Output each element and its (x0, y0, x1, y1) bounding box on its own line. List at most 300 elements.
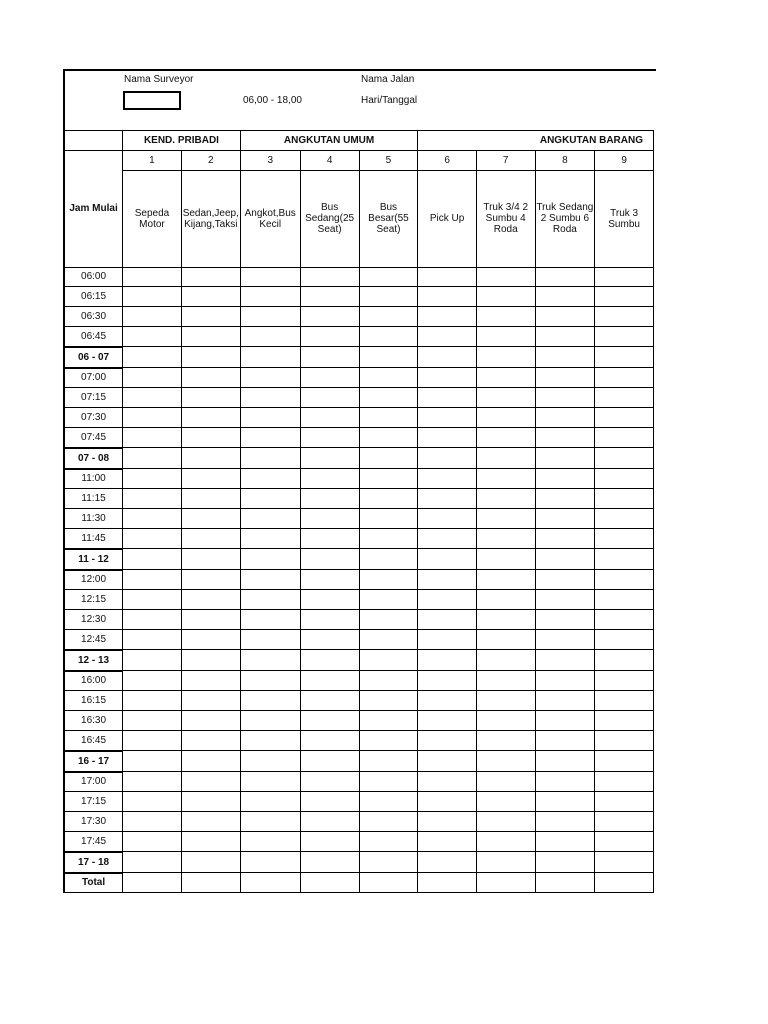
count-cell[interactable] (123, 751, 182, 772)
count-cell[interactable] (595, 772, 654, 792)
count-cell[interactable] (476, 852, 535, 873)
count-cell[interactable] (418, 326, 477, 346)
count-cell[interactable] (535, 812, 595, 832)
count-cell[interactable] (418, 671, 477, 691)
count-cell[interactable] (123, 629, 182, 649)
count-cell[interactable] (300, 629, 359, 649)
count-cell[interactable] (535, 388, 595, 408)
column-desc-4: Bus Sedang(25 Seat) (300, 170, 359, 267)
count-cell[interactable] (123, 873, 182, 893)
count-cell[interactable] (123, 852, 182, 873)
count-cell[interactable] (240, 469, 300, 489)
count-cell[interactable] (418, 873, 477, 893)
count-cell[interactable] (240, 751, 300, 772)
count-cell[interactable] (595, 408, 654, 428)
count-cell[interactable] (123, 388, 182, 408)
count-cell[interactable] (123, 427, 182, 447)
count-cell[interactable] (418, 489, 477, 509)
count-cell[interactable] (418, 469, 477, 489)
count-cell[interactable] (181, 408, 240, 428)
count-cell[interactable] (300, 691, 359, 711)
count-cell[interactable] (300, 873, 359, 893)
count-cell[interactable] (240, 408, 300, 428)
count-cell[interactable] (181, 852, 240, 873)
count-cell[interactable] (181, 873, 240, 893)
count-cell[interactable] (300, 711, 359, 731)
time-label-cell: 11:00 (64, 469, 123, 489)
table-row (64, 730, 654, 750)
count-cell[interactable] (240, 852, 300, 873)
count-cell[interactable] (535, 873, 595, 893)
count-cell[interactable] (595, 347, 654, 368)
count-cell[interactable] (535, 772, 595, 792)
group-angkutan-barang: ANGKUTAN BARANG (418, 131, 654, 151)
count-cell[interactable] (476, 408, 535, 428)
count-cell[interactable] (123, 448, 182, 469)
count-cell[interactable] (181, 772, 240, 792)
count-cell[interactable] (418, 549, 477, 570)
count-cell[interactable] (535, 650, 595, 671)
count-cell[interactable] (476, 751, 535, 772)
count-cell[interactable] (240, 368, 300, 388)
count-cell[interactable] (535, 408, 595, 428)
count-cell[interactable] (240, 509, 300, 529)
count-cell[interactable] (476, 629, 535, 649)
count-cell[interactable] (181, 549, 240, 570)
count-cell[interactable] (181, 570, 240, 590)
count-cell[interactable] (181, 267, 240, 287)
count-cell[interactable] (595, 671, 654, 691)
column-desc-2: Sedan,Jeep, Kijang,Taksi (181, 170, 240, 267)
count-cell[interactable] (300, 751, 359, 772)
count-cell[interactable] (418, 307, 477, 327)
count-cell[interactable] (300, 427, 359, 447)
count-cell[interactable] (240, 831, 300, 851)
count-cell[interactable] (595, 852, 654, 873)
count-cell[interactable] (181, 831, 240, 851)
count-cell[interactable] (595, 873, 654, 893)
count-cell[interactable] (123, 307, 182, 327)
count-cell[interactable] (535, 509, 595, 529)
count-cell[interactable] (359, 629, 418, 649)
count-cell[interactable] (418, 812, 477, 832)
count-cell[interactable] (123, 590, 182, 610)
count-cell[interactable] (476, 691, 535, 711)
count-cell[interactable] (123, 408, 182, 428)
count-cell[interactable] (181, 792, 240, 812)
time-label-cell: 17:15 (64, 792, 123, 812)
count-cell[interactable] (181, 730, 240, 750)
count-cell[interactable] (359, 831, 418, 851)
count-cell[interactable] (535, 570, 595, 590)
table-row (64, 368, 654, 388)
count-cell[interactable] (535, 629, 595, 649)
count-cell[interactable] (300, 852, 359, 873)
count-cell[interactable] (300, 671, 359, 691)
count-cell[interactable] (123, 671, 182, 691)
count-cell[interactable] (300, 812, 359, 832)
count-cell[interactable] (595, 650, 654, 671)
count-cell[interactable] (123, 812, 182, 832)
count-cell[interactable] (595, 427, 654, 447)
count-cell[interactable] (595, 812, 654, 832)
count-cell[interactable] (359, 730, 418, 750)
count-cell[interactable] (181, 469, 240, 489)
count-cell[interactable] (300, 368, 359, 388)
count-cell[interactable] (535, 730, 595, 750)
count-cell[interactable] (240, 489, 300, 509)
count-cell[interactable] (595, 326, 654, 346)
count-cell[interactable] (418, 408, 477, 428)
count-cell[interactable] (418, 629, 477, 649)
count-cell[interactable] (300, 730, 359, 750)
count-cell[interactable] (181, 650, 240, 671)
count-cell[interactable] (123, 489, 182, 509)
count-cell[interactable] (240, 772, 300, 792)
count-cell[interactable] (595, 448, 654, 469)
count-cell[interactable] (359, 650, 418, 671)
count-cell[interactable] (181, 610, 240, 630)
count-cell[interactable] (595, 549, 654, 570)
count-cell[interactable] (181, 590, 240, 610)
count-cell[interactable] (123, 509, 182, 529)
count-cell[interactable] (123, 831, 182, 851)
count-cell[interactable] (595, 267, 654, 287)
count-cell[interactable] (418, 751, 477, 772)
count-cell[interactable] (595, 610, 654, 630)
count-cell[interactable] (300, 469, 359, 489)
count-cell[interactable] (123, 469, 182, 489)
count-cell[interactable] (535, 671, 595, 691)
count-cell[interactable] (595, 730, 654, 750)
table-row (64, 287, 654, 307)
count-cell[interactable] (359, 388, 418, 408)
count-cell[interactable] (476, 388, 535, 408)
count-cell[interactable] (240, 347, 300, 368)
count-cell[interactable] (123, 610, 182, 630)
count-cell[interactable] (240, 427, 300, 447)
count-cell[interactable] (418, 267, 477, 287)
count-cell[interactable] (595, 368, 654, 388)
count-cell[interactable] (476, 610, 535, 630)
count-cell[interactable] (123, 549, 182, 570)
count-cell[interactable] (595, 489, 654, 509)
column-number-6: 6 (418, 150, 477, 170)
count-cell[interactable] (359, 691, 418, 711)
count-cell[interactable] (476, 509, 535, 529)
count-cell[interactable] (181, 509, 240, 529)
count-cell[interactable] (476, 347, 535, 368)
count-cell[interactable] (300, 307, 359, 327)
count-cell[interactable] (359, 570, 418, 590)
count-cell[interactable] (418, 730, 477, 750)
count-cell[interactable] (359, 590, 418, 610)
count-cell[interactable] (418, 792, 477, 812)
count-cell[interactable] (300, 326, 359, 346)
count-cell[interactable] (240, 307, 300, 327)
count-cell[interactable] (535, 326, 595, 346)
count-cell[interactable] (240, 711, 300, 731)
count-cell[interactable] (240, 812, 300, 832)
count-cell[interactable] (300, 772, 359, 792)
count-cell[interactable] (476, 650, 535, 671)
count-cell[interactable] (535, 711, 595, 731)
count-cell[interactable] (359, 751, 418, 772)
count-cell[interactable] (476, 368, 535, 388)
count-cell[interactable] (300, 528, 359, 548)
count-cell[interactable] (595, 751, 654, 772)
count-cell[interactable] (240, 792, 300, 812)
count-cell[interactable] (300, 549, 359, 570)
count-cell[interactable] (359, 307, 418, 327)
count-cell[interactable] (240, 388, 300, 408)
column-number-9: 9 (595, 150, 654, 170)
count-cell[interactable] (300, 267, 359, 287)
count-cell[interactable] (123, 650, 182, 671)
time-label-cell: 07:00 (64, 368, 123, 388)
column-number-4: 4 (300, 150, 359, 170)
count-cell[interactable] (240, 287, 300, 307)
count-cell[interactable] (181, 751, 240, 772)
count-cell[interactable] (418, 831, 477, 851)
count-cell[interactable] (181, 528, 240, 548)
count-cell[interactable] (359, 792, 418, 812)
count-cell[interactable] (240, 570, 300, 590)
count-cell[interactable] (359, 671, 418, 691)
count-cell[interactable] (535, 751, 595, 772)
count-cell[interactable] (535, 307, 595, 327)
count-cell[interactable] (359, 549, 418, 570)
count-cell[interactable] (535, 691, 595, 711)
count-cell[interactable] (240, 528, 300, 548)
count-cell[interactable] (418, 347, 477, 368)
count-cell[interactable] (595, 831, 654, 851)
count-cell[interactable] (123, 368, 182, 388)
count-cell[interactable] (476, 427, 535, 447)
count-cell[interactable] (535, 347, 595, 368)
count-cell[interactable] (476, 267, 535, 287)
count-cell[interactable] (595, 570, 654, 590)
count-cell[interactable] (359, 812, 418, 832)
count-cell[interactable] (181, 489, 240, 509)
count-cell[interactable] (359, 509, 418, 529)
count-cell[interactable] (359, 368, 418, 388)
count-cell[interactable] (123, 730, 182, 750)
count-cell[interactable] (418, 287, 477, 307)
count-cell[interactable] (359, 852, 418, 873)
count-cell[interactable] (476, 469, 535, 489)
count-cell[interactable] (595, 509, 654, 529)
count-cell[interactable] (181, 326, 240, 346)
count-cell[interactable] (418, 711, 477, 731)
count-cell[interactable] (181, 307, 240, 327)
count-cell[interactable] (418, 448, 477, 469)
count-cell[interactable] (300, 287, 359, 307)
count-cell[interactable] (476, 792, 535, 812)
count-cell[interactable] (418, 509, 477, 529)
count-cell[interactable] (300, 570, 359, 590)
count-cell[interactable] (535, 792, 595, 812)
count-cell[interactable] (418, 590, 477, 610)
count-cell[interactable] (535, 852, 595, 873)
count-cell[interactable] (240, 448, 300, 469)
column-number-5: 5 (359, 150, 418, 170)
count-cell[interactable] (181, 691, 240, 711)
count-cell[interactable] (418, 528, 477, 548)
count-cell[interactable] (359, 448, 418, 469)
count-cell[interactable] (359, 267, 418, 287)
count-cell[interactable] (535, 489, 595, 509)
count-cell[interactable] (240, 650, 300, 671)
count-cell[interactable] (181, 368, 240, 388)
count-cell[interactable] (476, 730, 535, 750)
count-cell[interactable] (595, 287, 654, 307)
count-cell[interactable] (476, 590, 535, 610)
count-cell[interactable] (181, 711, 240, 731)
count-cell[interactable] (476, 528, 535, 548)
count-cell[interactable] (418, 610, 477, 630)
count-cell[interactable] (240, 610, 300, 630)
count-cell[interactable] (476, 287, 535, 307)
count-cell[interactable] (535, 528, 595, 548)
count-cell[interactable] (359, 469, 418, 489)
count-cell[interactable] (300, 650, 359, 671)
count-cell[interactable] (595, 629, 654, 649)
count-cell[interactable] (595, 590, 654, 610)
count-cell[interactable] (476, 448, 535, 469)
count-cell[interactable] (535, 448, 595, 469)
count-cell[interactable] (123, 347, 182, 368)
count-cell[interactable] (535, 267, 595, 287)
count-cell[interactable] (240, 671, 300, 691)
count-cell[interactable] (300, 610, 359, 630)
count-cell[interactable] (181, 812, 240, 832)
count-cell[interactable] (123, 691, 182, 711)
count-cell[interactable] (240, 549, 300, 570)
table-row (64, 469, 654, 489)
count-cell[interactable] (418, 650, 477, 671)
count-cell[interactable] (359, 287, 418, 307)
count-cell[interactable] (181, 671, 240, 691)
count-cell[interactable] (418, 368, 477, 388)
count-cell[interactable] (181, 347, 240, 368)
count-cell[interactable] (300, 590, 359, 610)
count-cell[interactable] (300, 792, 359, 812)
count-cell[interactable] (123, 772, 182, 792)
count-cell[interactable] (359, 489, 418, 509)
count-cell[interactable] (535, 469, 595, 489)
group-kend-pribadi: KEND. PRIBADI (123, 131, 241, 151)
count-cell[interactable] (476, 831, 535, 851)
count-cell[interactable] (595, 307, 654, 327)
count-cell[interactable] (300, 448, 359, 469)
count-cell[interactable] (181, 629, 240, 649)
count-cell[interactable] (476, 549, 535, 570)
count-cell[interactable] (240, 730, 300, 750)
count-cell[interactable] (359, 427, 418, 447)
count-cell[interactable] (476, 772, 535, 792)
count-cell[interactable] (476, 873, 535, 893)
count-cell[interactable] (181, 388, 240, 408)
count-cell[interactable] (535, 287, 595, 307)
count-cell[interactable] (123, 326, 182, 346)
count-cell[interactable] (240, 267, 300, 287)
count-cell[interactable] (476, 489, 535, 509)
count-cell[interactable] (476, 307, 535, 327)
count-cell[interactable] (595, 528, 654, 548)
count-cell[interactable] (240, 326, 300, 346)
count-cell[interactable] (359, 528, 418, 548)
count-cell[interactable] (476, 812, 535, 832)
count-cell[interactable] (595, 691, 654, 711)
surveyor-name-field[interactable] (123, 91, 181, 110)
count-cell[interactable] (300, 408, 359, 428)
count-cell[interactable] (359, 711, 418, 731)
count-cell[interactable] (418, 691, 477, 711)
count-cell[interactable] (240, 629, 300, 649)
count-cell[interactable] (300, 347, 359, 368)
table-row (64, 812, 654, 832)
count-cell[interactable] (123, 792, 182, 812)
count-cell[interactable] (535, 368, 595, 388)
time-label-cell: 16:15 (64, 691, 123, 711)
count-cell[interactable] (240, 873, 300, 893)
count-cell[interactable] (240, 590, 300, 610)
table-row (64, 711, 654, 731)
count-cell[interactable] (123, 528, 182, 548)
count-cell[interactable] (300, 489, 359, 509)
count-cell[interactable] (595, 711, 654, 731)
count-cell[interactable] (535, 831, 595, 851)
count-cell[interactable] (595, 388, 654, 408)
count-cell[interactable] (476, 671, 535, 691)
count-cell[interactable] (181, 448, 240, 469)
count-cell[interactable] (359, 347, 418, 368)
count-cell[interactable] (418, 388, 477, 408)
count-cell[interactable] (535, 549, 595, 570)
count-cell[interactable] (476, 711, 535, 731)
count-cell[interactable] (123, 570, 182, 590)
count-cell[interactable] (359, 873, 418, 893)
table-row (64, 549, 654, 570)
count-cell[interactable] (359, 326, 418, 346)
count-cell[interactable] (300, 509, 359, 529)
count-cell[interactable] (535, 427, 595, 447)
count-cell[interactable] (418, 852, 477, 873)
count-cell[interactable] (595, 469, 654, 489)
count-cell[interactable] (535, 610, 595, 630)
count-cell[interactable] (300, 831, 359, 851)
count-cell[interactable] (418, 427, 477, 447)
count-cell[interactable] (535, 590, 595, 610)
count-cell[interactable] (359, 772, 418, 792)
count-cell[interactable] (181, 427, 240, 447)
table-row (64, 590, 654, 610)
count-cell[interactable] (240, 691, 300, 711)
count-cell[interactable] (476, 326, 535, 346)
count-cell[interactable] (418, 772, 477, 792)
count-cell[interactable] (359, 408, 418, 428)
count-cell[interactable] (123, 287, 182, 307)
count-cell[interactable] (595, 792, 654, 812)
count-cell[interactable] (123, 267, 182, 287)
count-cell[interactable] (123, 711, 182, 731)
count-cell[interactable] (359, 610, 418, 630)
count-cell[interactable] (181, 287, 240, 307)
count-cell[interactable] (300, 388, 359, 408)
count-cell[interactable] (418, 570, 477, 590)
count-cell[interactable] (476, 570, 535, 590)
